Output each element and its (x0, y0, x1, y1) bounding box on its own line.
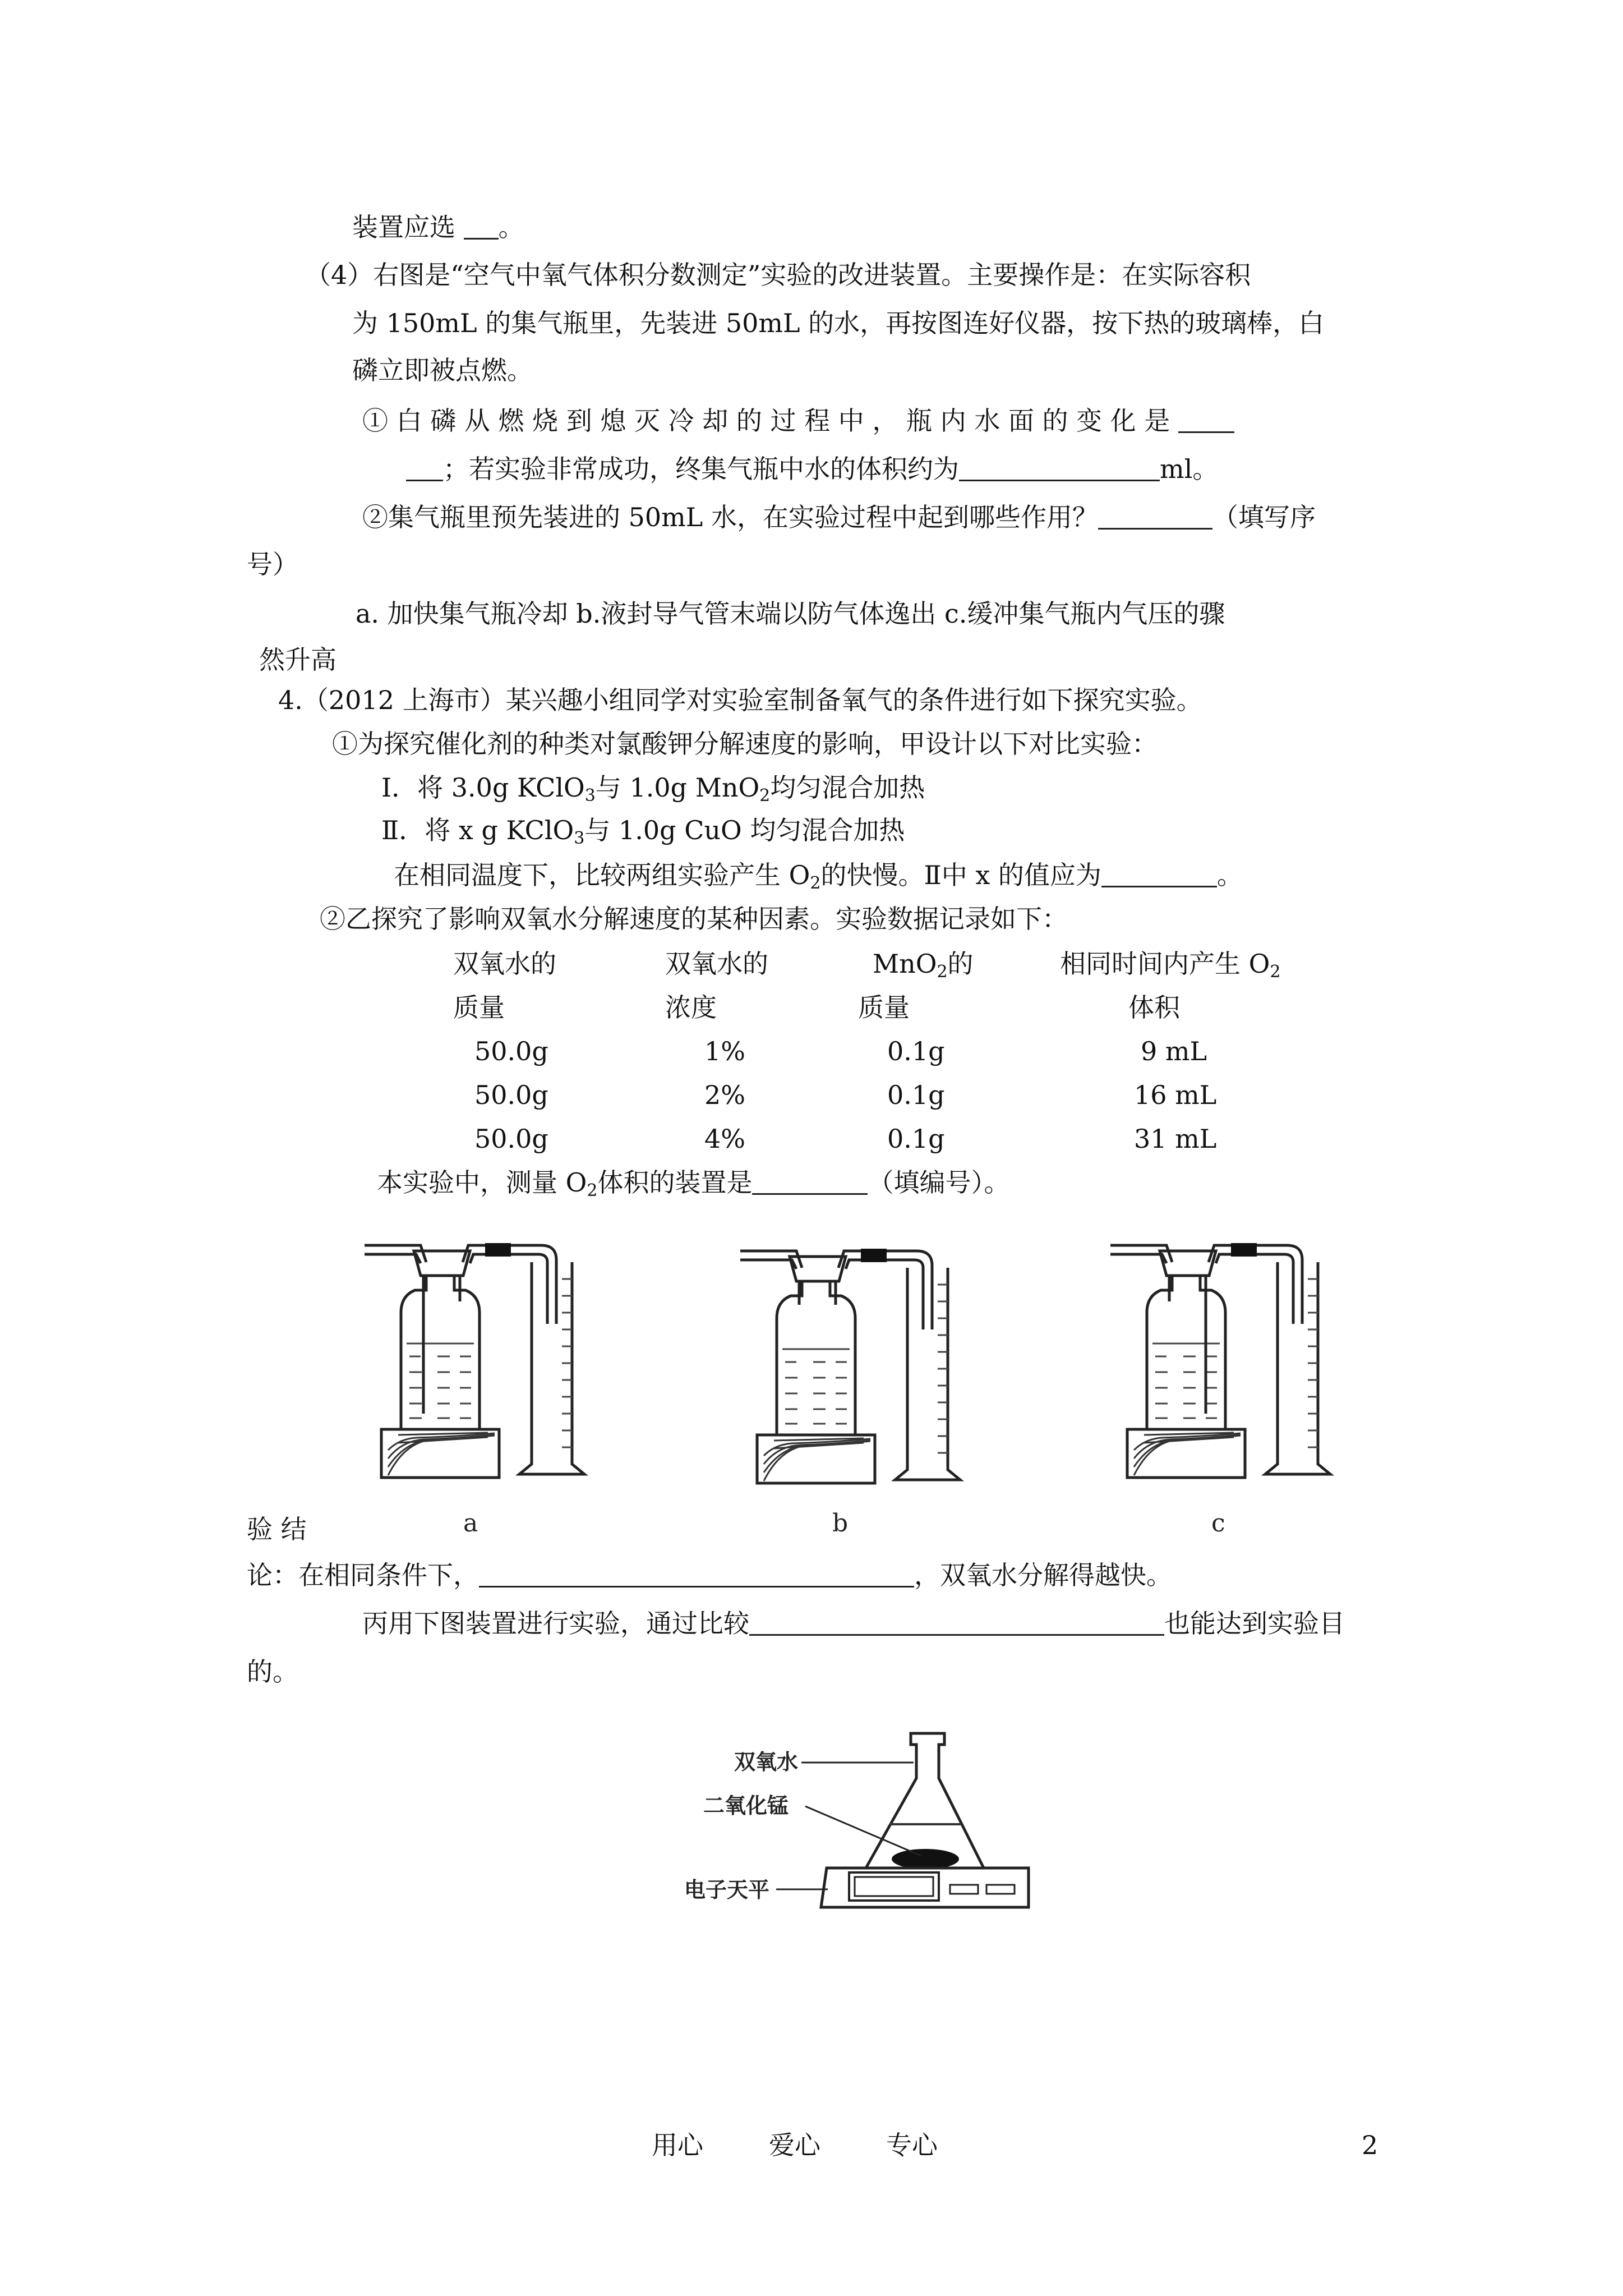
measure-end: （填编号）。 (868, 1167, 1010, 1198)
subq1-text: ① 白 磷 从 燃 烧 到 熄 灭 冷 却 的 过 程 中 ， 瓶 内 水 面 的 变 化 是 (362, 406, 1170, 436)
exp2-text: Ⅱ．将 x g KClO (381, 815, 574, 845)
exp2-sub: 3 (574, 829, 585, 848)
q3-part4-line2: 为 150mL 的集气瓶里，先装进 50mL 的水，再按图连好仪器，按下热的玻璃棒，白 (352, 308, 1325, 338)
q3-part4-line1: （4）右图是“空气中氧气体积分数测定”实验的改进装置。主要操作是：在实际容积 (305, 260, 1251, 290)
water-volume-blank[interactable] (959, 455, 1160, 481)
col-header-mass: 双氧水的 (453, 949, 556, 979)
table-cell: 0.1g (887, 1080, 945, 1110)
device-number-blank[interactable] (752, 1168, 868, 1195)
compare-sub: 2 (810, 873, 821, 893)
device-blank[interactable] (464, 213, 499, 240)
label-hydrogen-peroxide: 双氧水 (734, 1749, 799, 1774)
bing-line2: 的。 (247, 1657, 298, 1687)
col-sub-conc: 浓度 (665, 992, 717, 1023)
exp1-sub2: 2 (759, 786, 771, 806)
page-number: 2 (1362, 2130, 1378, 2160)
col-header-conc: 双氧水的 (665, 949, 768, 979)
q4-part2: ②乙探究了影响双氧水分解速度的某种因素。实验数据记录如下： (320, 904, 1068, 934)
subq1-unit: ml。 (1160, 454, 1219, 484)
col-sub-volume: 体积 (1128, 992, 1180, 1023)
water-change-blank-a[interactable] (1178, 407, 1234, 433)
q4-part1: ①为探究催化剂的种类对氯酸钾分解速度的影响，甲设计以下对比实验： (332, 729, 1158, 759)
compare-quantity-blank[interactable] (749, 1609, 1164, 1636)
table-cell: 1% (704, 1036, 745, 1066)
options-line2: 然升高 (259, 645, 336, 675)
col-sub-mno2: 质量 (858, 992, 910, 1023)
exp1-line (381, 771, 925, 813)
conclusion-blank[interactable] (479, 1561, 914, 1588)
water-change-blank-b[interactable] (406, 455, 443, 481)
subq1-text-b: ；若实验非常成功，终集气瓶中水的体积约为 (443, 454, 959, 484)
table-cell: 0.1g (887, 1124, 945, 1154)
exp1-sub: 3 (584, 786, 596, 806)
q4-title: 4.（2012 上海市）某兴趣小组同学对实验室制备氧气的条件进行如下探究实验。 (278, 685, 1202, 715)
col-header-mno2: MnO$_2$的 (873, 949, 974, 982)
water-role-blank[interactable] (1098, 503, 1212, 530)
table-cell: 50.0g (474, 1080, 548, 1110)
bing-line1 (362, 1607, 1345, 1640)
x-value-blank[interactable] (1101, 861, 1217, 887)
table-cell: 9 mL (1141, 1036, 1207, 1066)
exp1-text: Ⅰ．将 3.0g KClO (381, 772, 585, 803)
table-cell: 31 mL (1134, 1124, 1217, 1154)
apparatus-label-b: b (832, 1509, 849, 1538)
subq2-line1 (362, 500, 1316, 534)
label-electronic-balance: 电子天平 (684, 1877, 770, 1902)
measure-line (377, 1166, 1009, 1208)
exp2-line (381, 813, 905, 855)
conclusion-line (247, 1558, 1172, 1592)
q3-part4-line3: 磷立即被点燃。 (352, 355, 533, 385)
mno2-text: MnO (873, 949, 937, 979)
col-sub-mass: 质量 (453, 992, 505, 1023)
subq2-fill-hint: （填写序 (1212, 502, 1316, 532)
subq2-line2: 号） (247, 549, 298, 579)
exp1-text2: 与 1.0g MnO (595, 772, 760, 803)
measure-text: 本实验中，测量 O (377, 1167, 587, 1198)
compare-line (394, 858, 1243, 900)
label-manganese-dioxide: 二氧化锰 (703, 1793, 789, 1818)
table-cell: 16 mL (1134, 1080, 1217, 1110)
compare-end: 。 (1216, 860, 1243, 890)
apparatus-label-c: c (1211, 1509, 1225, 1538)
conclusion-label: 验 结 (247, 1514, 307, 1544)
table-cell: 4% (704, 1124, 745, 1154)
table-cell: 50.0g (474, 1036, 548, 1066)
table-cell: 2% (704, 1080, 745, 1110)
apparatus-c (1110, 1243, 1330, 1478)
measure-sub: 2 (587, 1181, 598, 1200)
apparatus-b (740, 1249, 960, 1483)
measure-text2: 体积的装置是 (597, 1167, 753, 1198)
subq1-line2 (406, 452, 1218, 486)
bing-text: 丙用下图装置进行实验，通过比较 (362, 1608, 749, 1639)
conclusion-text: 论：在相同条件下， (247, 1560, 479, 1590)
col-header-volume (1060, 947, 1280, 989)
footer-motto: 用心 爱心 专心 (652, 2130, 938, 2160)
apparatus-a (365, 1243, 584, 1478)
volume-text: 相同时间内产生 O (1060, 949, 1270, 979)
options-line1: a. 加快集气瓶冷却 b.液封导气管末端以防气体逸出 c.缓冲集气瓶内气压的骤 (356, 599, 1225, 629)
device-choice-text: 装置应选 (352, 212, 464, 242)
gas-apparatus-figure (336, 1217, 1368, 1543)
subq2-text: ②集气瓶里预先装进的 50mL 水，在实验过程中起到哪些作用？ (362, 502, 1098, 532)
table-cell: 0.1g (887, 1036, 945, 1066)
compare-text2: 的快慢。Ⅱ中 x 的值应为 (820, 860, 1101, 890)
device-choice-line (352, 210, 524, 244)
exp1-text3: 均匀混合加热 (770, 772, 925, 803)
apparatus-label-a: a (463, 1509, 478, 1538)
exp2-text2: 与 1.0g CuO 均匀混合加热 (584, 815, 905, 845)
volume-sub: 2 (1270, 962, 1281, 982)
subq1-line1 (362, 404, 1234, 438)
conclusion-end: ，双氧水分解得越快。 (914, 1560, 1172, 1590)
compare-text: 在相同温度下，比较两组实验产生 O (394, 860, 810, 890)
bing-text-end: 也能达到实验目 (1164, 1608, 1345, 1639)
device-choice-end: 。 (498, 212, 524, 242)
table-cell: 50.0g (474, 1124, 548, 1154)
balance-figure (681, 1722, 1057, 1918)
